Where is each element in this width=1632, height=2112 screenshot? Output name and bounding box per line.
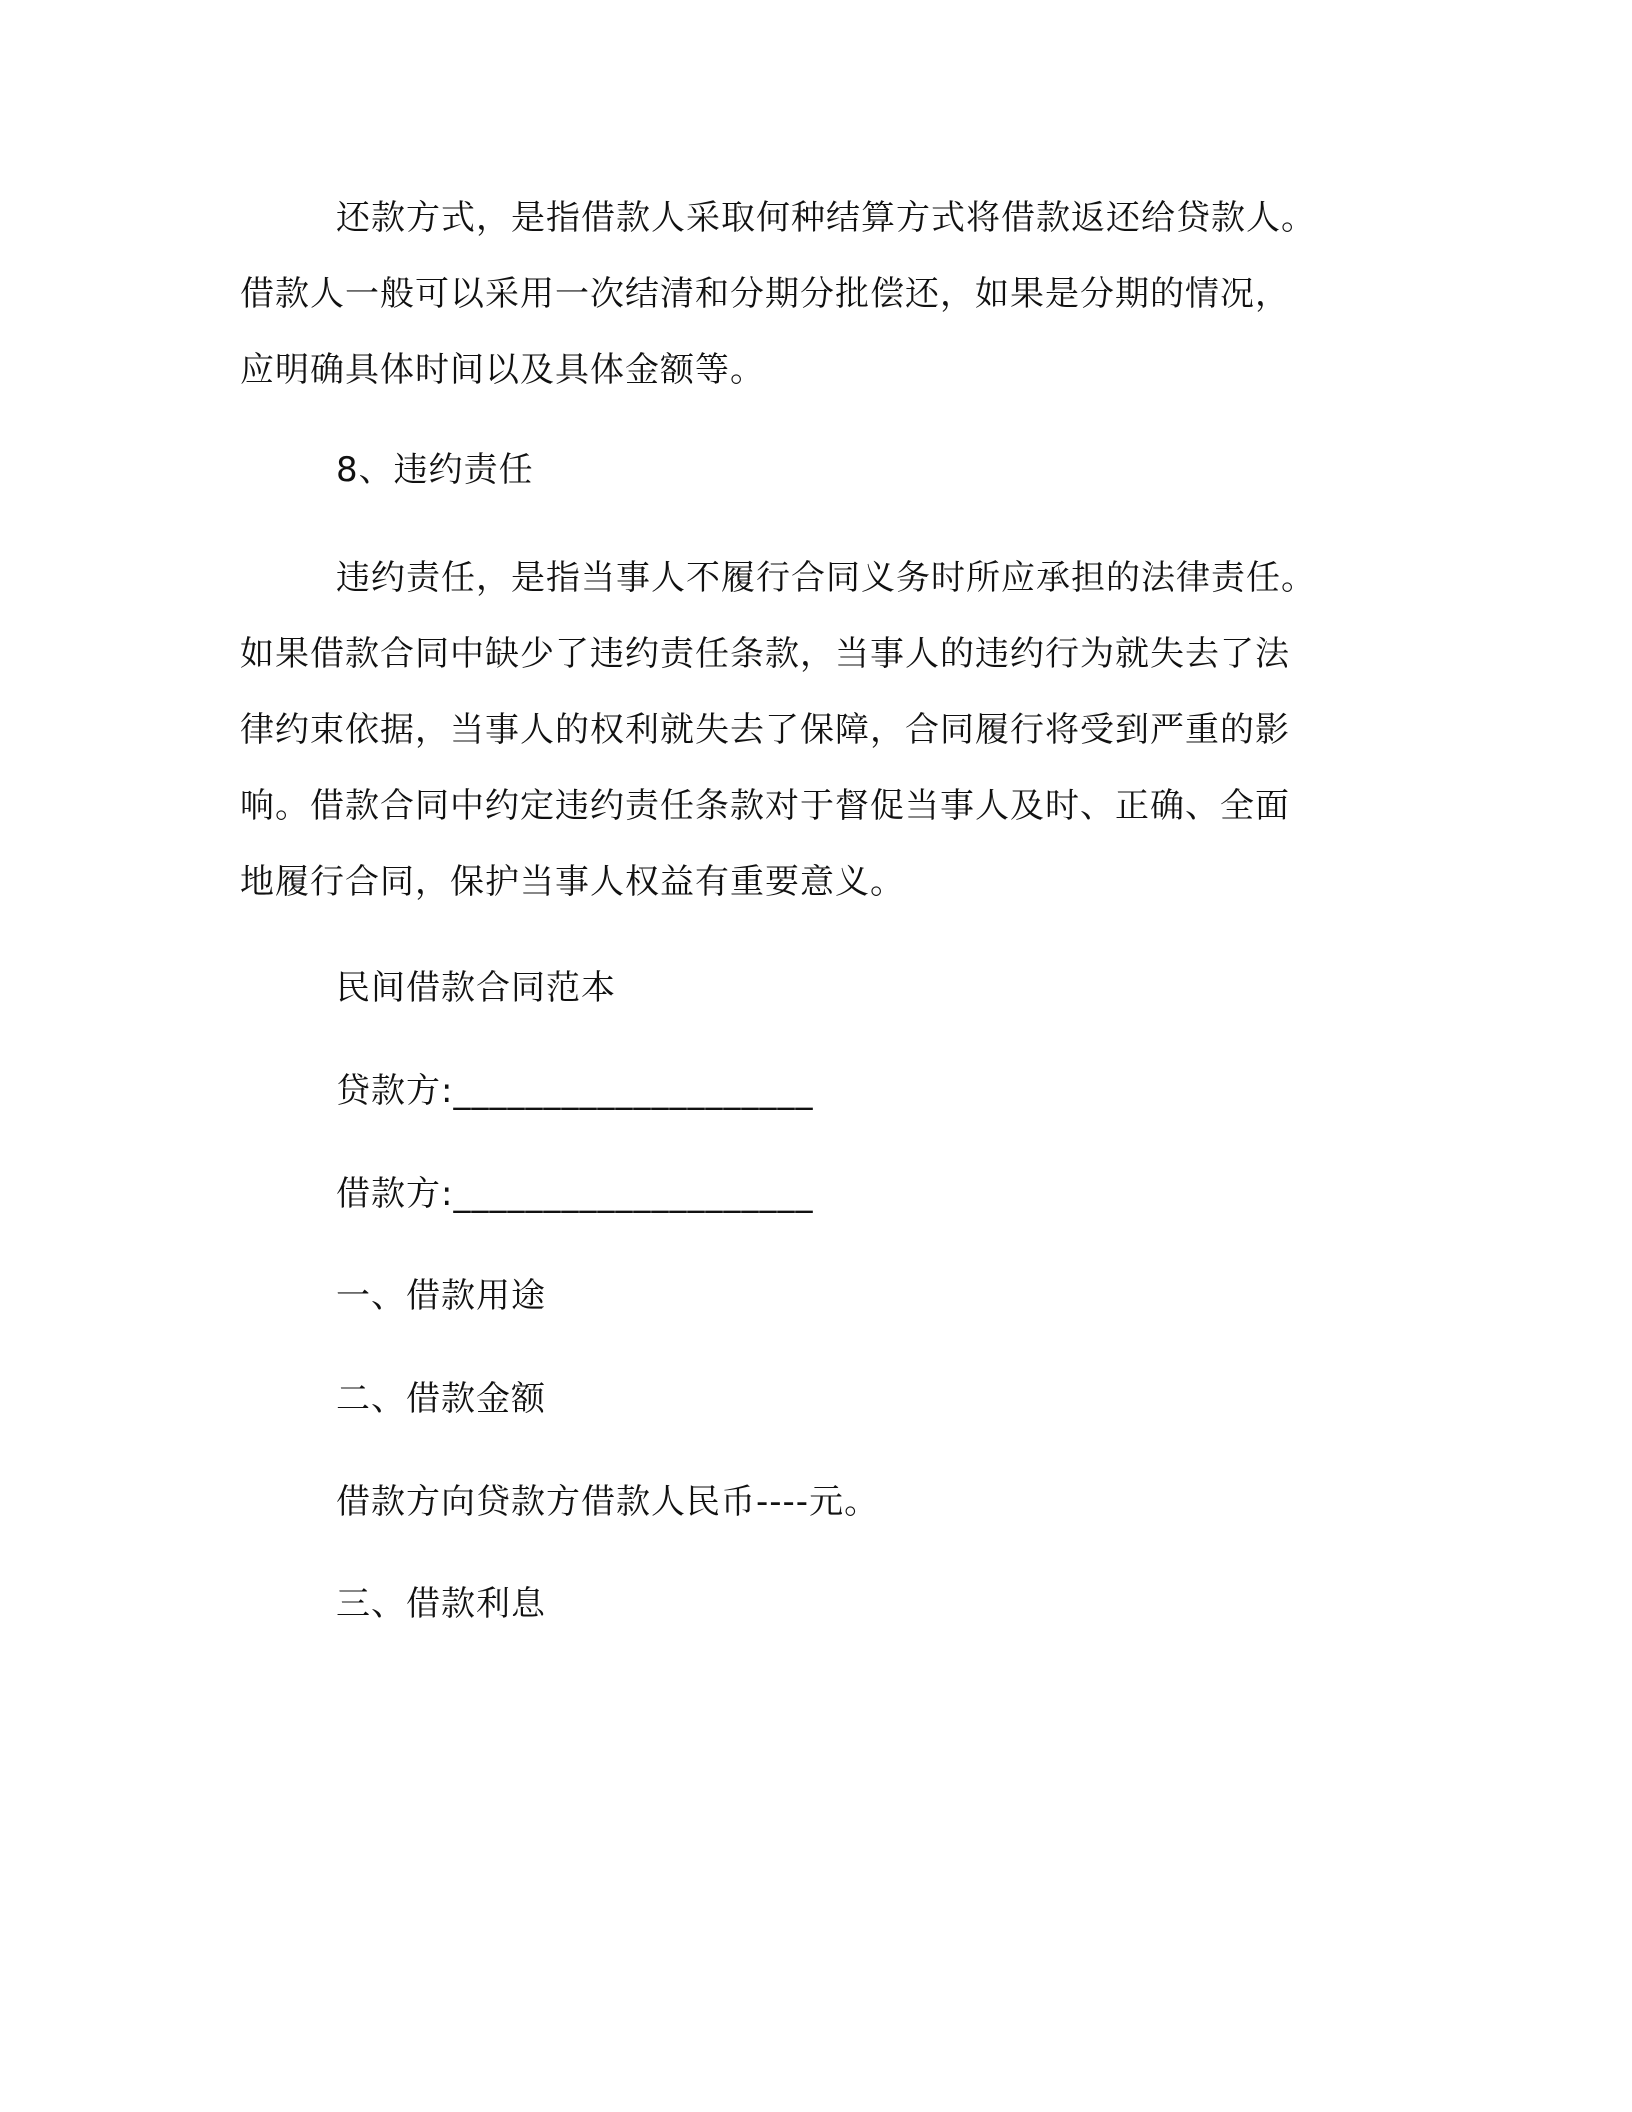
item-1-heading: 一、借款用途 bbox=[336, 1276, 546, 1316]
borrower-field-line: 借款方:____________________ bbox=[336, 1174, 814, 1214]
paragraph-line: 应明确具体时间以及具体金额等。 bbox=[240, 350, 765, 390]
item-3-heading: 三、借款利息 bbox=[336, 1584, 546, 1624]
paragraph-line: 还款方式，是指借款人采取何种结算方式将借款返还给贷款人。 bbox=[336, 198, 1316, 238]
paragraph-line: 响。借款合同中约定违约责任条款对于督促当事人及时、正确、全面 bbox=[240, 786, 1290, 826]
liability-paragraph bbox=[240, 540, 1360, 920]
paragraph-line: 违约责任，是指当事人不履行合同义务时所应承担的法律责任。 bbox=[336, 558, 1316, 598]
repayment-paragraph bbox=[240, 180, 1360, 408]
lender-field-line: 贷款方:____________________ bbox=[336, 1071, 814, 1111]
section-8-heading: 8、违约责任 bbox=[336, 450, 534, 490]
template-title: 民间借款合同范本 bbox=[336, 968, 616, 1008]
paragraph-line: 律约束依据，当事人的权利就失去了保障，合同履行将受到严重的影 bbox=[240, 710, 1290, 750]
amount-line: 借款方向贷款方借款人民币----元。 bbox=[336, 1482, 880, 1522]
paragraph-line: 借款人一般可以采用一次结清和分期分批偿还，如果是分期的情况， bbox=[240, 274, 1290, 314]
paragraph-line: 地履行合同，保护当事人权益有重要意义。 bbox=[240, 862, 905, 902]
paragraph-line: 如果借款合同中缺少了违约责任条款，当事人的违约行为就失去了法 bbox=[240, 634, 1290, 674]
item-2-heading: 二、借款金额 bbox=[336, 1379, 546, 1419]
